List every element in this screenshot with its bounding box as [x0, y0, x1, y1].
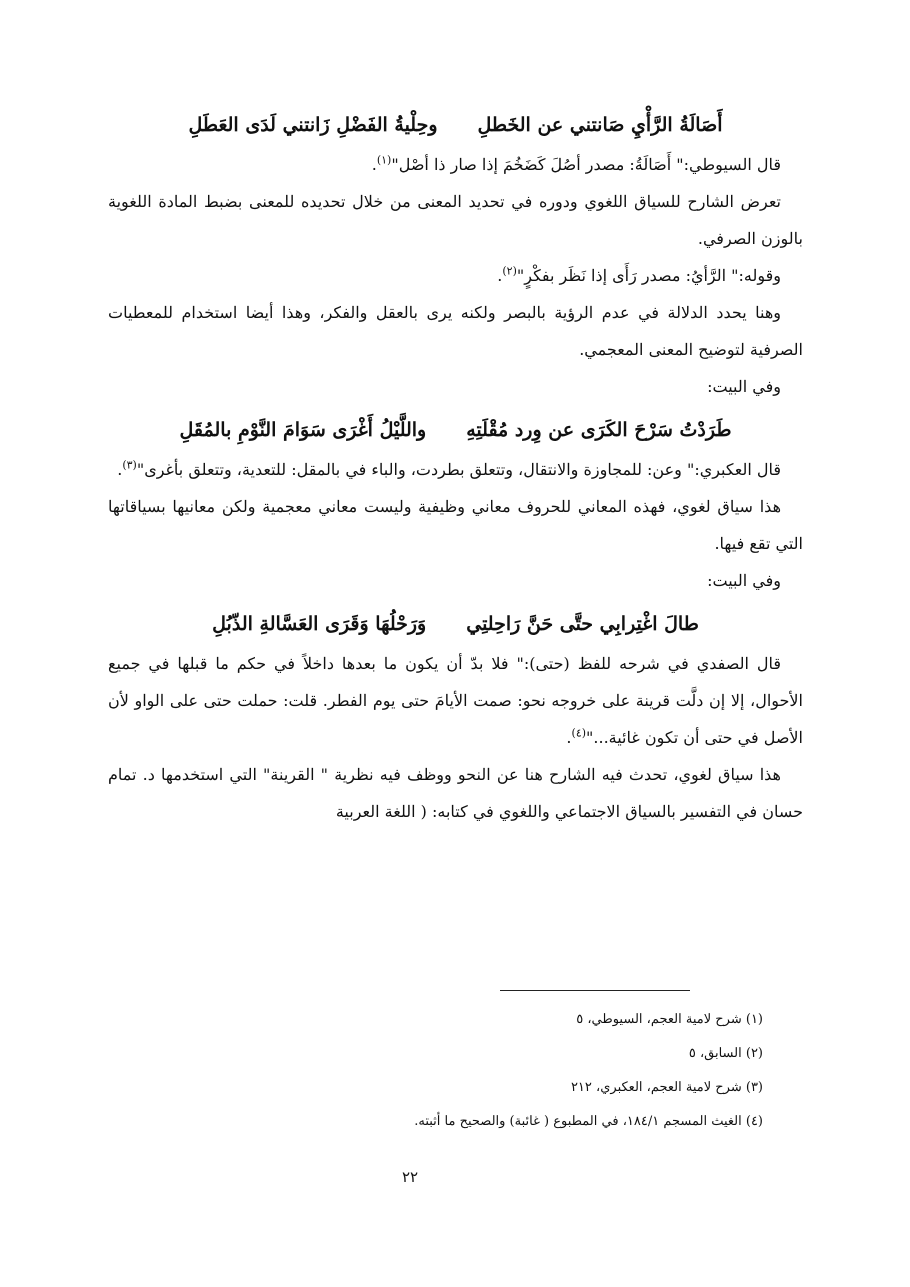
paragraph-text-end: .	[371, 155, 377, 174]
footnotes	[108, 1003, 763, 1139]
paragraph: تعرض الشارح للسياق اللغوي ودوره في تحديد المعنى من خلال تحديده للمعنى بضبط المادة اللغوية بالوزن الصرفي.	[108, 192, 803, 248]
paragraph: هذا سياق لغوي، تحدث فيه الشارح هنا عن النحو ووظف فيه نظرية " القرينة" التي استخدمها د. تمام حسان في التفسير بالسياق الاجتماعي واللغوي في كتابه: ( اللغة العربية	[108, 765, 803, 821]
paragraph-text-end: .	[497, 266, 503, 285]
paragraph-text: قال العكبري:" وعن: للمجاوزة والانتقال، وتتعلق بطردت، والباء في بالمقل: للتعدية، وتتعلق بأغرى"	[136, 460, 781, 479]
footnote-reference: (٤)	[571, 726, 587, 740]
verse-hemistich-first: أَصَالَةُ الرَّأْيِ صَانتني عن الخَطلِ	[477, 114, 723, 136]
verse-line	[108, 605, 803, 643]
verse-hemistich-first: طالَ اغْتِرابِي حتَّى حَنَّ رَاحِلتِي	[466, 613, 699, 635]
verse-line	[108, 411, 803, 449]
footnote-reference: (٣)	[122, 458, 137, 472]
verse-line	[108, 106, 803, 144]
footnote-item: (٢) السابق، ٥	[688, 1046, 763, 1061]
paragraph-text: وقوله:" الرَّأيُ: مصدر رَأَى إذا نَظَر بفكْرٍ"	[516, 266, 781, 285]
paragraph-text-end: .	[566, 728, 572, 747]
footnote-item: (٣) شرح لامية العجم، العكبري، ٢١٢	[570, 1080, 763, 1095]
footnote-item: (٤) الغيث المسجم ١٨٤/١، في المطبوع ( غائبة) والصحيح ما أثبته.	[414, 1114, 763, 1129]
footnote-reference: (١)	[376, 153, 392, 167]
page-body	[108, 100, 803, 830]
paragraph	[108, 645, 803, 756]
verse-hemistich-second: وَرَحْلُهَا وَقَرَى العَسَّالةِ الذّبُلِ	[212, 613, 427, 635]
paragraph	[108, 257, 803, 294]
footnote-separator	[500, 990, 690, 991]
paragraph: وهنا يحدد الدلالة في عدم الرؤية بالبصر ولكنه يرى بالعقل والفكر، وهذا أيضا استخدام للمعطيات الصرفية لتوضيح المعنى المعجمي.	[108, 303, 803, 359]
paragraph	[108, 451, 803, 488]
verse-hemistich-second: واللَّيْلُ أَغْرَى سَوَامَ النَّوْمِ بالمُقَلِ	[179, 419, 427, 441]
paragraph-text: قال السيوطي:" أَصَالَةُ: مصدر أصُلَ كَضَخُمَ إذا صار ذا أصْل"	[391, 155, 781, 174]
paragraph	[108, 146, 803, 183]
verse-hemistich-first: طَرَدْتُ سَرْحَ الكَرَى عن وِرد مُقْلَتِهِ	[466, 419, 732, 441]
paragraph: هذا سياق لغوي، فهذه المعاني للحروف معاني وظيفية وليست معاني معجمية ولكن معانيها بسياقاتها التي تقع فيها.	[108, 497, 803, 553]
page-number: ٢٢	[401, 1168, 419, 1186]
verse-hemistich-second: وحِلْيةُ الفَضْلِ زَانتني لَدَى العَطَلِ	[188, 114, 438, 136]
footnote-item: (١) شرح لامية العجم، السيوطي، ٥	[576, 1012, 763, 1027]
paragraph-text: قال الصفدي في شرحه للفظ (حتى):" فلا بدّ أن يكون ما بعدها داخلاً في حكم ما قبلها في جميع الأحوال، إلا إن دلَّت قرينة على خروجه نحو: صمت الأيامَ حتى يوم الفطر. قلت: حملت حتى على الواو لأن الأصل في حتى أن تكون غائية..."	[108, 654, 803, 747]
paragraph: وفي البيت:	[707, 377, 781, 396]
paragraph: وفي البيت:	[707, 571, 781, 590]
footnote-reference: (٢)	[502, 264, 517, 278]
paragraph-text-end: .	[117, 460, 123, 479]
